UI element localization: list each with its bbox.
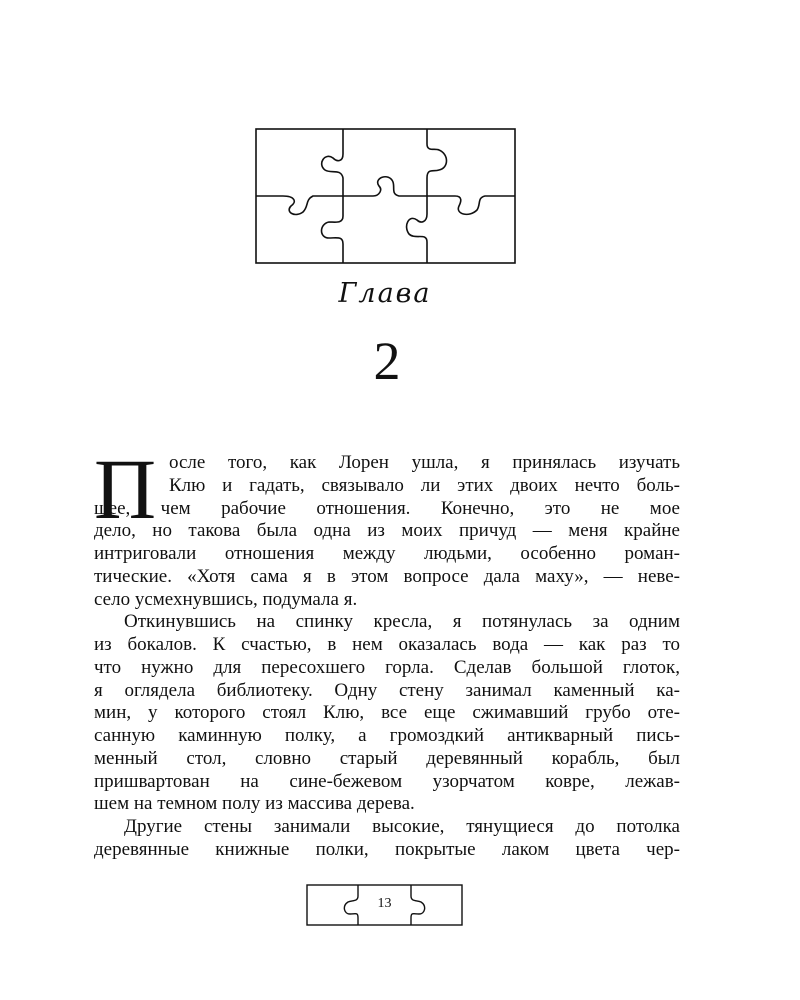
text-line: шем на темном полу из массива дерева.	[94, 793, 415, 815]
text-line: я оглядела библиотеку. Одну стену занимал каменный ка-	[94, 679, 680, 701]
text-line: Клю и гадать, связывало ли этих двоих нечто боль-	[169, 474, 680, 496]
text-line: пришвартован на сине-бежевом узорчатом ковре, лежав-	[94, 770, 680, 792]
text-line: что нужно для пересохшего горла. Сделав большой глоток,	[94, 656, 680, 678]
text-line: интриговали отношения между людьми, особенно роман-	[94, 543, 680, 564]
text-line: шее, чем рабочие отношения. Конечно, это не мое	[94, 497, 680, 519]
chapter-label: Глава	[338, 278, 432, 309]
text-line: осле того, как Лорен ушла, я принялась изучать	[169, 452, 680, 473]
page-footer	[306, 884, 463, 926]
text-line: дело, но такова была одна из моих причуд — меня крайне	[94, 520, 680, 542]
text-line: Откинувшись на спинку кресла, я потянулась за одним	[124, 611, 680, 633]
text-line: тические. «Хотя сама я в этом вопросе дала маху», — неве-	[94, 565, 680, 587]
body-text	[94, 441, 680, 862]
page-number: 13	[377, 896, 392, 911]
text-line: село усмехнувшись, подумала я.	[94, 588, 358, 610]
text-line: деревянные книжные полки, покрытые лаком цвета чер-	[94, 838, 680, 860]
text-line: менный стол, словно старый деревянный корабль, был	[94, 747, 680, 769]
text-line: Другие стены занимали высокие, тянущиеся до потолка	[124, 816, 680, 837]
text-line: мин, у которого стоял Клю, все еще сжимавший грубо оте-	[94, 702, 680, 724]
text-line: санную каминную полку, а громоздкий антикварный пись-	[94, 725, 680, 746]
chapter-number: 2	[373, 331, 401, 391]
text-line: из бокалов. К счастью, в нем оказалась вода — как раз то	[94, 634, 680, 655]
puzzle-ornament-icon	[255, 128, 517, 266]
drop-cap: П	[94, 441, 157, 537]
